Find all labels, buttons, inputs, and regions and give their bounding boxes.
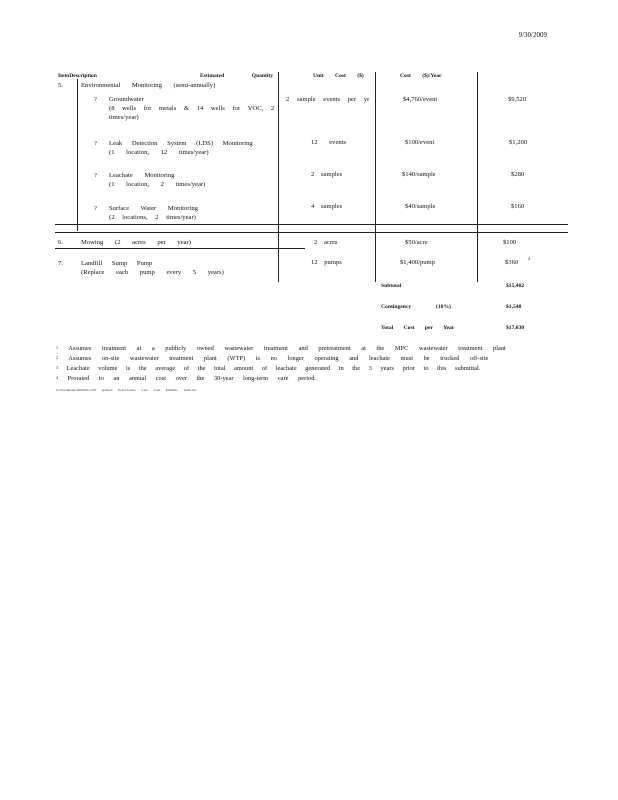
row-7-number: 7. bbox=[58, 260, 63, 267]
leachate-detail: (1 location, 2 times/year) bbox=[109, 181, 206, 188]
file-path: G:\Documents\2009\09-1228 updated Post-Closure Care Cost Estimate Table.doc bbox=[56, 388, 197, 392]
footnote-1: $^1$ Assumes treatment at a publicly owned wastewater treatment and pretreatment at the MPC wastewater treatment plant bbox=[56, 345, 506, 352]
row-7-footnote-ref: 4 bbox=[528, 256, 530, 261]
surface-water-label: Surface Water Monitoring bbox=[109, 205, 198, 212]
surface-water-detail: (2 locations, 2 times/year) bbox=[109, 214, 196, 221]
bullet-lds: ? bbox=[94, 140, 97, 147]
header-unit-cost: Unit Cost ($) bbox=[313, 73, 364, 79]
row-7-detail: (Replace each pump every 5 years) bbox=[81, 269, 224, 276]
row-5-number: 5. bbox=[58, 82, 63, 89]
row-7-quantity: 12 pumps bbox=[311, 259, 342, 266]
bullet-leachate: ? bbox=[94, 172, 97, 179]
total-value: $17,030 bbox=[506, 325, 525, 331]
leachate-label: Leachate Monitoring bbox=[109, 172, 175, 179]
lds-unit-cost: $100/event bbox=[405, 139, 435, 146]
row-7-cost: $360 bbox=[505, 259, 519, 266]
groundwater-cost: $9,520 bbox=[508, 96, 527, 103]
bullet-surface-water: ? bbox=[94, 205, 97, 212]
row-6-quantity: 2 acres bbox=[314, 239, 338, 246]
leachate-cost: $280 bbox=[511, 171, 525, 178]
row-6-cost: $100 bbox=[503, 239, 517, 246]
page-date: 9/30/2009 bbox=[518, 31, 547, 39]
lds-quantity: 12 events bbox=[311, 139, 347, 146]
groundwater-quantity: 2 sample events per yr bbox=[286, 96, 370, 103]
header-cost-per-year: Cost ($)/Year bbox=[400, 73, 442, 79]
subtotal-value: $15,482 bbox=[506, 283, 525, 289]
footnote-2: $^2$ Assumes on-site wastewater treatment plant (WTP) is no longer operating and leachate must be trucked off-site bbox=[56, 355, 489, 362]
row-6-description: Mowing (2 acres per year) bbox=[81, 239, 191, 246]
leachate-quantity: 2 samples bbox=[311, 171, 343, 178]
header-item: ItemDescription bbox=[58, 73, 97, 79]
row-7-description: Landfill Sump Pump bbox=[81, 260, 153, 267]
footnote-4: $^4$ Prorated to an annual cost over the 30-year long-term care period. bbox=[56, 375, 317, 382]
leachate-unit-cost: $140/sample bbox=[402, 171, 436, 178]
groundwater-label: Groundwater bbox=[109, 96, 144, 103]
row-5-description: Environmental Monitoring (semi-annually) bbox=[81, 82, 216, 89]
groundwater-detail: (8 wells for metals & 14 wells for VOC, 2 times/year) bbox=[109, 105, 275, 121]
surface-water-quantity: 4 samples bbox=[311, 203, 343, 210]
header-estimated-quantity: Estimated Quantity bbox=[200, 73, 274, 79]
row-6-number: 6. bbox=[58, 239, 63, 246]
contingency-percent: (10%) bbox=[436, 304, 451, 310]
surface-water-unit-cost: $40/sample bbox=[405, 203, 436, 210]
contingency-label: Contingency bbox=[381, 304, 412, 310]
lds-cost: $1,200 bbox=[509, 139, 528, 146]
total-label: Total Cost per Year bbox=[381, 325, 455, 331]
bullet-groundwater: ? bbox=[94, 96, 97, 103]
groundwater-unit-cost: $4,760/event bbox=[403, 96, 438, 103]
contingency-value: $1,548 bbox=[506, 304, 522, 310]
lds-label: Leak Detection System (LDS) Monitoring bbox=[109, 140, 253, 147]
footnote-3: $^3$ Leachate volume is the average of the total amount of leachate generated in the 3 years prior to this submittal. bbox=[56, 365, 481, 372]
subtotal-label: Subtotal bbox=[381, 283, 402, 289]
surface-water-cost: $160 bbox=[511, 203, 525, 210]
lds-detail: (1 location, 12 times/year) bbox=[109, 149, 209, 156]
row-7-unit-cost: $1,400/pump bbox=[400, 259, 435, 266]
row-6-unit-cost: $50/acre bbox=[405, 239, 428, 246]
